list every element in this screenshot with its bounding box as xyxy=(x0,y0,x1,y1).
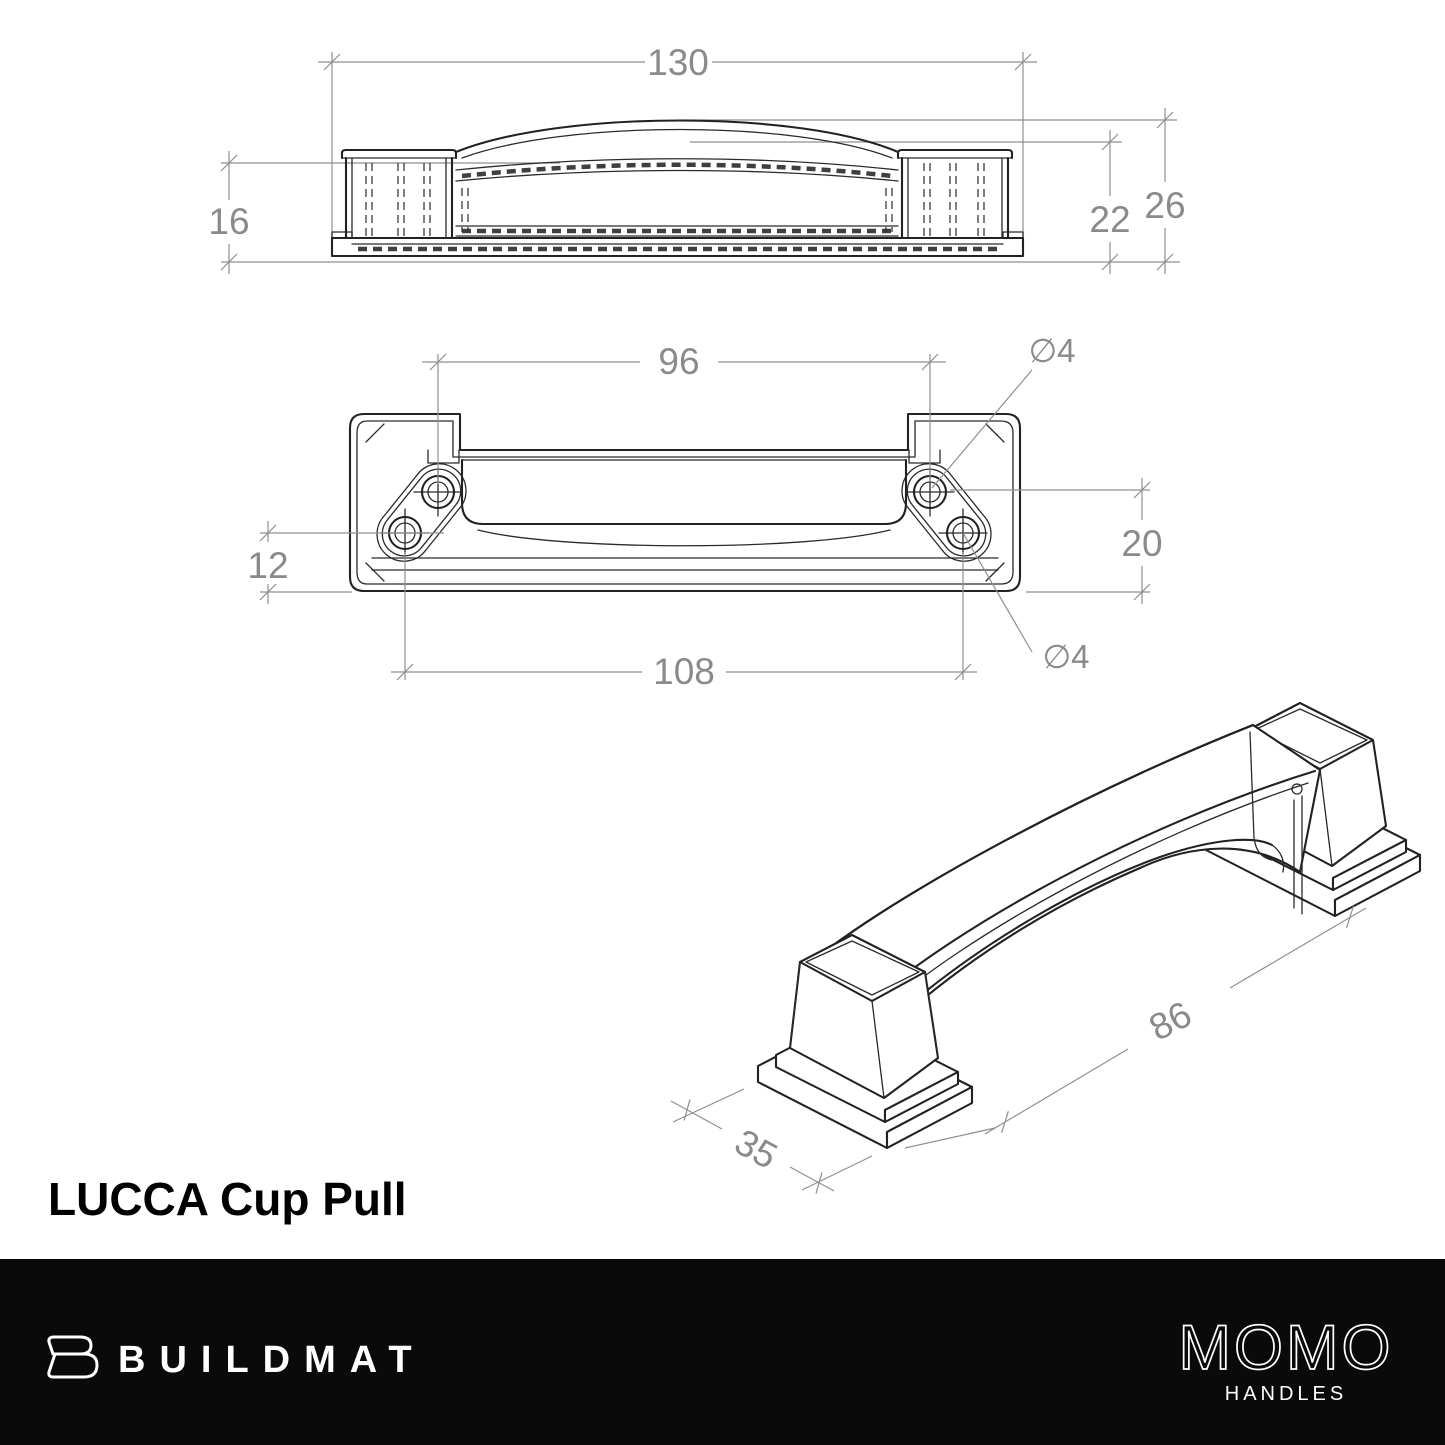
iso-dimensions xyxy=(671,906,1366,1193)
dim-handle-depth: 35 xyxy=(728,1121,784,1177)
side-view xyxy=(208,42,1185,274)
brand-footer xyxy=(0,1259,1445,1445)
dim-hole-vertical-spacing: 20 xyxy=(1121,523,1163,564)
dim-hole-diameter-top: ∅4 xyxy=(1028,332,1076,369)
momo-wordmark: MOMO xyxy=(1178,1313,1394,1383)
front-view-part xyxy=(350,414,1020,591)
mount-holes-left xyxy=(377,464,466,561)
dim-base-height: 16 xyxy=(208,201,250,242)
side-view-part xyxy=(332,121,1023,257)
front-view-dimensions xyxy=(247,332,1162,692)
dim-hole-spacing: 96 xyxy=(658,341,700,382)
dim-handle-length: 86 xyxy=(1142,993,1198,1049)
page-title: LUCCA Cup Pull xyxy=(48,1173,407,1225)
dim-cup-height: 22 xyxy=(1089,199,1131,240)
front-view xyxy=(247,332,1162,692)
buildmat-b-logo-icon xyxy=(44,1333,104,1383)
dim-hole-spacing-outer: 108 xyxy=(653,651,715,692)
dim-hole-diameter-bottom: ∅4 xyxy=(1042,638,1090,675)
momo-logo xyxy=(1140,1305,1432,1435)
iso-view xyxy=(671,703,1420,1194)
buildmat-wordmark: BUILDMAT xyxy=(118,1339,426,1381)
momo-handles-label: HANDLES xyxy=(1224,1383,1348,1405)
dim-overall-height: 26 xyxy=(1144,185,1186,226)
dim-edge-offset: 12 xyxy=(247,545,289,586)
mount-holes-right xyxy=(902,464,991,561)
dim-overall-length: 130 xyxy=(647,42,709,83)
